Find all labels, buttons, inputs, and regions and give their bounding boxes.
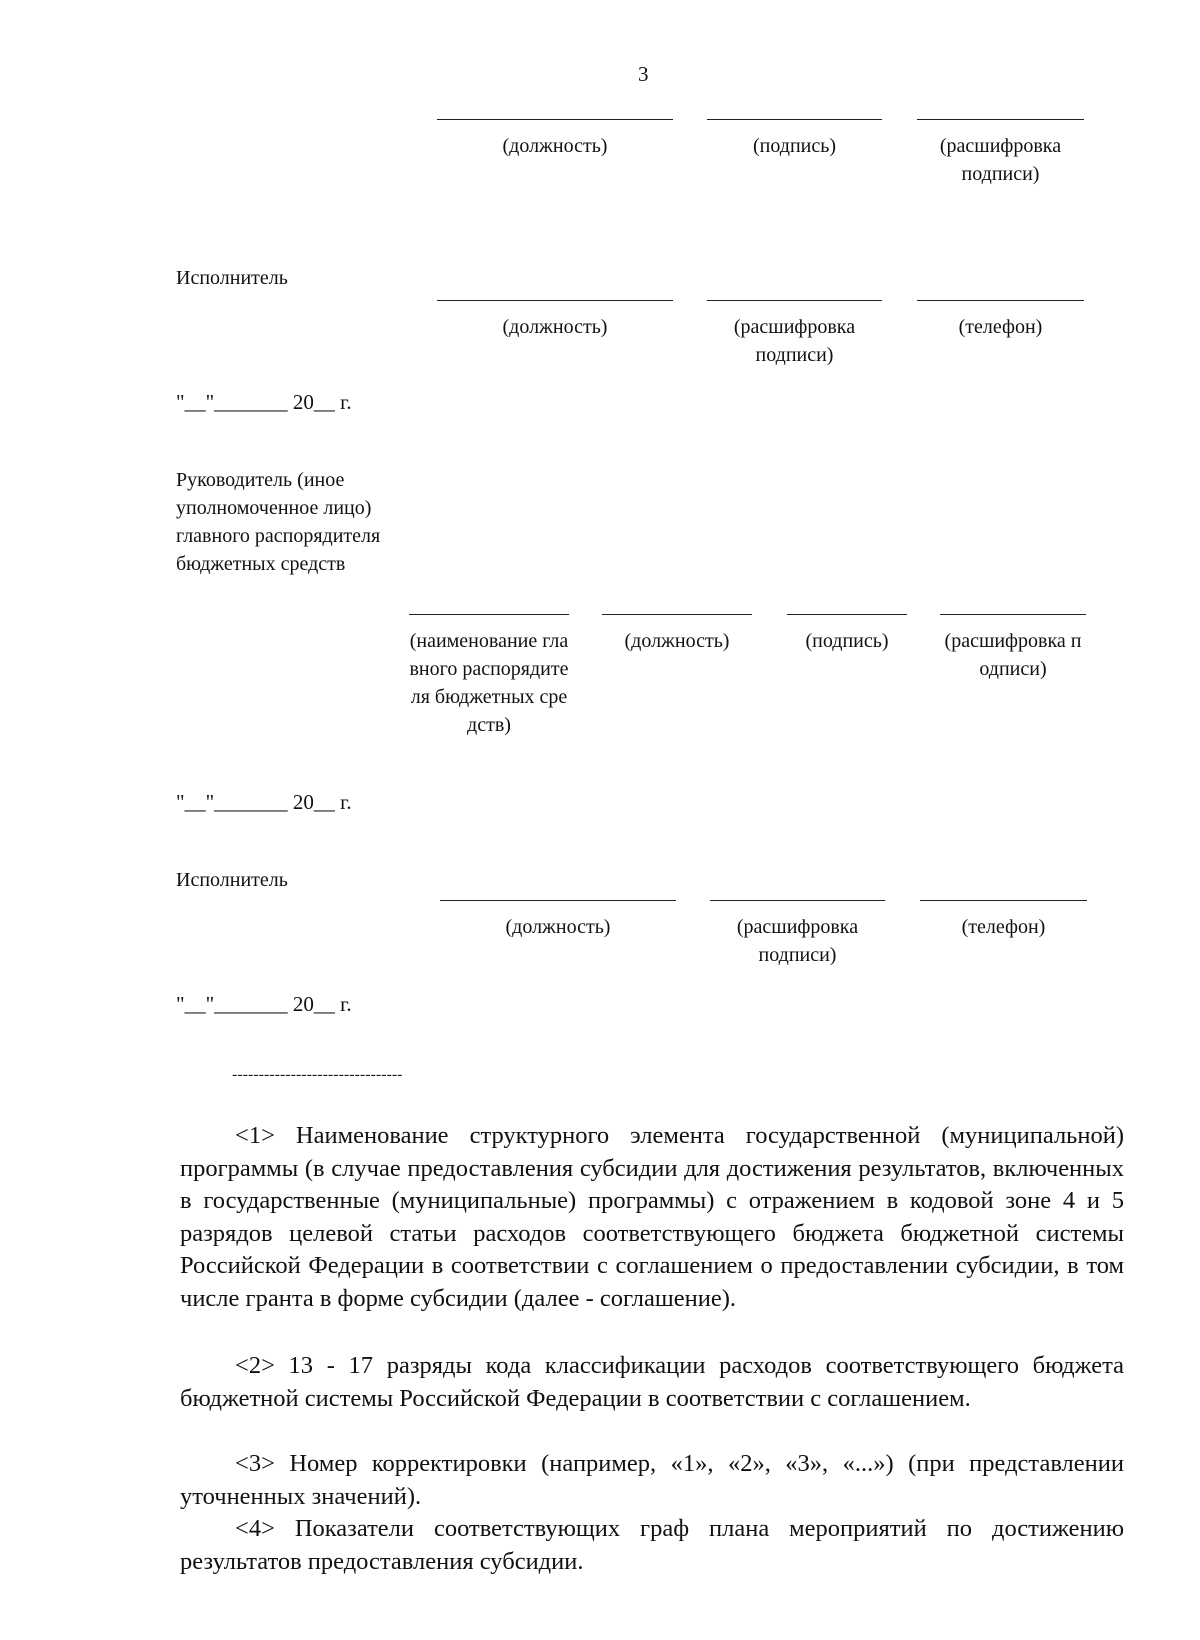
signature-line [437, 119, 673, 120]
caption-signature-decoding: (расшифровка подписи) [736, 916, 859, 966]
caption-budget-holder-name: (наименование главного распорядителя бюджетных средств) [409, 630, 569, 736]
footnote-3: <3> Номер корректировки (например, «1», «2», «3», «...») (при представлении уточненных значений). [180, 1450, 1124, 1510]
caption-phone: (телефон) [961, 916, 1046, 938]
signature-line [710, 900, 885, 901]
caption-phone: (телефон) [958, 316, 1043, 338]
caption-position: (должность) [505, 916, 611, 938]
signature-line [787, 614, 907, 615]
caption-signature-decoding: (расшифровка подписи) [944, 630, 1082, 680]
footnote-4: <4> Показатели соответствующих граф плана мероприятий по достижению результатов предоставления субсидии. [180, 1515, 1124, 1575]
footnote-1: <1> Наименование структурного элемента государственной (муниципальной) программы (в случае предоставления субсидии для достижения результатов, включенных в государственные (муниципальные) программы) с отражением в кодовой зоне 4 и 5 разрядов целевой статьи расходов соответствующего бюджета бюджетной системы Российской Федерации в соответствии с соглашением о предоставлении субсидии, в том числе гранта в форме субсидии (далее - соглашение). [180, 1122, 1124, 1312]
date-line: "__"_______ 20__ г. [176, 992, 352, 1016]
footnote-separator: -------------------------------- [232, 1066, 403, 1083]
caption-signature: (подпись) [805, 630, 889, 652]
footnote-2: <2> 13 - 17 разряды кода классификации расходов соответствующего бюджета бюджетной системы Российской Федерации в соответствии с соглашением. [180, 1352, 1124, 1412]
date-line: "__"_______ 20__ г. [176, 390, 352, 414]
manager-label: Руководитель (иное уполномоченное лицо) главного распорядителя бюджетных средств [176, 469, 381, 575]
executor-label: Исполнитель [176, 869, 288, 891]
date-line: "__"_______ 20__ г. [176, 790, 352, 814]
signature-line [409, 614, 569, 615]
signature-line [920, 900, 1087, 901]
signature-line [707, 119, 882, 120]
caption-signature-decoding: (расшифровка подписи) [733, 316, 856, 366]
page-number: 3 [638, 62, 649, 86]
signature-line [602, 614, 752, 615]
caption-position: (должность) [502, 135, 608, 157]
caption-position: (должность) [502, 316, 608, 338]
signature-line [440, 900, 676, 901]
signature-line [707, 300, 882, 301]
caption-signature: (подпись) [752, 135, 837, 157]
signature-line [917, 300, 1084, 301]
signature-line [917, 119, 1084, 120]
caption-position: (должность) [624, 630, 730, 652]
executor-label: Исполнитель [176, 267, 288, 289]
signature-line [437, 300, 673, 301]
caption-signature-decoding: (расшифровка подписи) [939, 135, 1062, 185]
signature-line [940, 614, 1086, 615]
